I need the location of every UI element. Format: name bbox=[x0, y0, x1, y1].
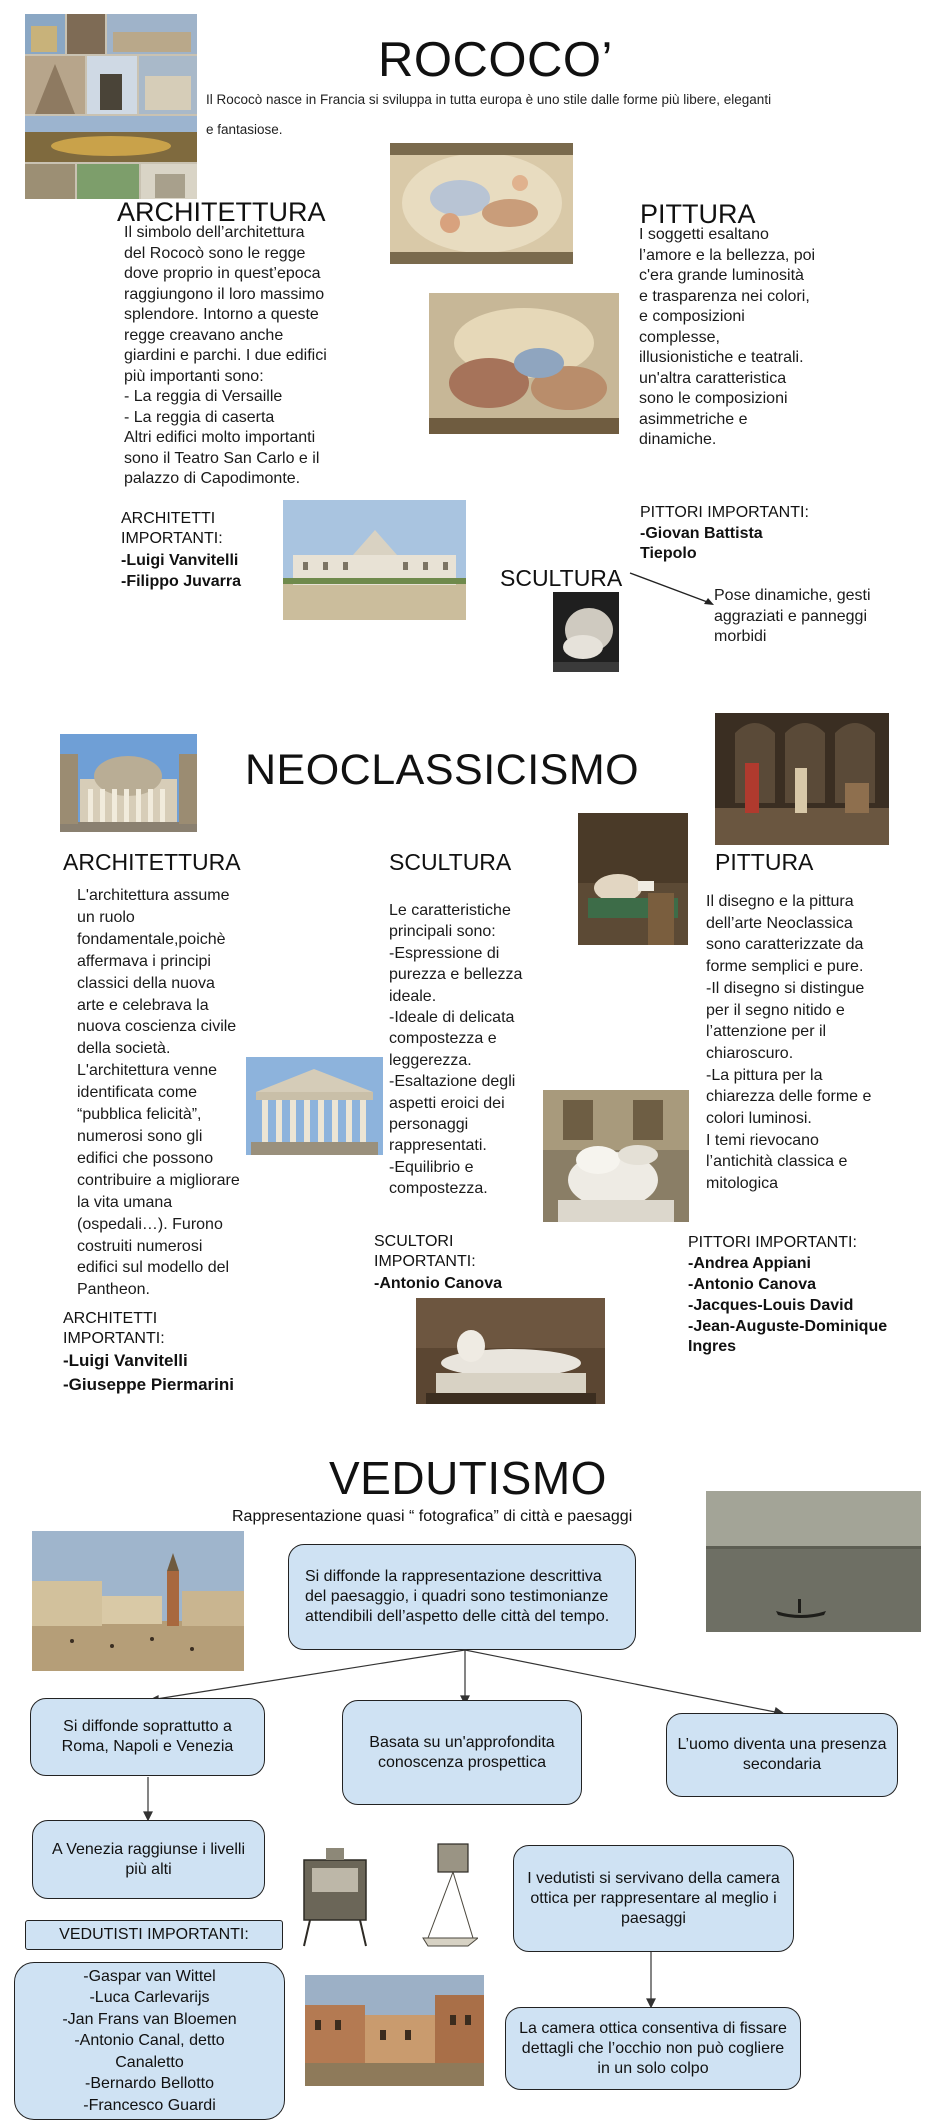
rococo-intro-line2: e fantasiose. bbox=[206, 122, 283, 137]
neo-painter-1: -Andrea Appiani bbox=[688, 1255, 811, 1272]
neo-architecture-heading: ARCHITETTURA bbox=[63, 849, 241, 875]
vedutista-6: -Francesco Guardi bbox=[83, 2096, 216, 2114]
vedutismo-subtitle: Rappresentazione quasi “ fotografica” di città e paesaggi bbox=[232, 1508, 633, 1525]
neo-painting-heading: PITTURA bbox=[715, 849, 814, 875]
neo-architects-label: ARCHITETTI IMPORTANTI: bbox=[63, 1310, 165, 1347]
vedutista-3: -Jan Frans van Bloemen bbox=[62, 2010, 237, 2028]
neo-sculpture-text: Le caratteristiche principali sono: -Espressione di purezza e bellezza ideale. -Ideale di delicata compostezza e leggerezza. -Esaltazione degli aspetti eroici dei personaggi rappresentati. -Equilibrio e compostezza. bbox=[389, 902, 523, 1198]
neo-painters-label: PITTORI IMPORTANTI: bbox=[688, 1234, 857, 1251]
vedutismo-box-perspective: Basata su un'approfondita conoscenza prospettica bbox=[342, 1700, 582, 1805]
vedutisti-label-box: VEDUTISTI IMPORTANTI: bbox=[25, 1920, 283, 1950]
neo-architect-2: -Giuseppe Piermarini bbox=[63, 1375, 234, 1394]
vedutismo-box-venezia: A Venezia raggiunse i livelli più alti bbox=[32, 1820, 265, 1899]
rococo-architect-2: -Filippo Juvarra bbox=[121, 573, 242, 590]
neo-sculptors-label: SCULTORI IMPORTANTI: bbox=[374, 1233, 476, 1270]
neo-painting-text: Il disegno e la pittura dell’arte Neoclassica sono caratterizzate da forme semplici e pure. -Il disegno si distingue per il segno nitido e l’attenzione per il chiaroscuro. -La pittura per la chiarezza delle forme e colori luminosi. I temi rievocano l’antichità classica e mitologica bbox=[706, 893, 872, 1193]
rococo-architecture-text: Il simbolo dell’architettura del Rococò sono le regge dove proprio in quest’epoca raggiungono il loro massimo splendore. Intorno a queste regge creavano anche giardini e parchi. I due edifici più importanti sono: - La reggia di Versaille - La reggia di caserta Altri edifici molto importanti sono il Teatro San Carlo e il palazzo di Capodimonte. bbox=[124, 224, 327, 487]
rococo-sculpture-heading: SCULTURA bbox=[500, 565, 623, 591]
vedutisti-list-box bbox=[14, 1962, 285, 2120]
rococo-painters-label: PITTORI IMPORTANTI: bbox=[640, 504, 809, 521]
rococo-painters: -Giovan Battista Tiepolo bbox=[640, 525, 763, 562]
neo-sculpture-heading: SCULTURA bbox=[389, 849, 512, 875]
vedutismo-box-camera-ottica: I vedutisti si servivano della camera ottica per rappresentare al meglio i paesaggi bbox=[513, 1845, 794, 1952]
rococo-title: ROCOCO’ bbox=[378, 33, 613, 87]
vedutismo-title: VEDUTISMO bbox=[329, 1452, 607, 1504]
vedutista-1: -Gaspar van Wittel bbox=[83, 1967, 216, 1985]
rococo-architecture-heading: ARCHITETTURA bbox=[117, 197, 326, 227]
neo-sculptors: -Antonio Canova bbox=[374, 1275, 502, 1292]
vedutista-5: -Bernardo Bellotto bbox=[85, 2075, 214, 2093]
neo-painter-4: -Jean-Auguste-Dominique Ingres bbox=[688, 1318, 888, 1355]
rococo-sculpture-text: Pose dinamiche, gesti aggraziati e panneggi morbidi bbox=[714, 587, 871, 645]
neo-architect-1: -Luigi Vanvitelli bbox=[63, 1351, 188, 1370]
neo-architecture-text: L'architettura assume un ruolo fondamentale,poichè affermava i principi classici della nuova arte e celebrava la nuova coscienza civile della società. L'architettura venne identificata come “pubblica felicità”, numerosi sono gli edifici che possono contribuire a migliorare la vita umana (ospedali…). Furono costruiti numerosi edifici sul modello del Pantheon. bbox=[77, 887, 240, 1299]
vedutismo-box-man-secondary: L’uomo diventa una presenza secondaria bbox=[666, 1713, 898, 1797]
neo-title: NEOCLASSICISMO bbox=[245, 746, 640, 794]
camera-ottica-image bbox=[298, 1838, 478, 1948]
vedutista-4: -Antonio Canal, detto Canaletto bbox=[74, 2032, 225, 2071]
rococo-architect-1: -Luigi Vanvitelli bbox=[121, 552, 239, 569]
neo-painter-3: -Jacques-Louis David bbox=[688, 1297, 854, 1314]
rococo-painting-heading: PITTURA bbox=[640, 199, 756, 229]
vedutismo-venice-courtyard-image bbox=[305, 1975, 484, 2086]
vedutismo-box-camera-details: La camera ottica consentiva di fissare dettagli che l’occhio non può cogliere in un solo colpo bbox=[505, 2007, 801, 2090]
rococo-intro-line1: Il Rococò nasce in Francia si sviluppa in tutta europa è uno stile dalle forme più libere, eleganti bbox=[206, 92, 772, 107]
vedutismo-box-main: Si diffonde la rappresentazione descrittiva del paesaggio, i quadri sono testimonianze attendibili dell’aspetto delle città del tempo. bbox=[288, 1544, 636, 1650]
vedutismo-box-diffusion: Si diffonde soprattutto a Roma, Napoli e Venezia bbox=[30, 1698, 265, 1776]
rococo-painting-text: I soggetti esaltano l’amore e la bellezza, poi c'era grande luminosità e trasparenza nei colori, e composizioni complesse, illusionistiche e teatrali. un'altra caratteristica sono le composizioni asimmetriche e dinamiche. bbox=[639, 226, 816, 448]
rococo-architects-label: ARCHITETTI IMPORTANTI: bbox=[121, 510, 223, 547]
vedutista-2: -Luca Carlevarijs bbox=[89, 1989, 210, 2007]
neo-painter-2: -Antonio Canova bbox=[688, 1276, 816, 1293]
